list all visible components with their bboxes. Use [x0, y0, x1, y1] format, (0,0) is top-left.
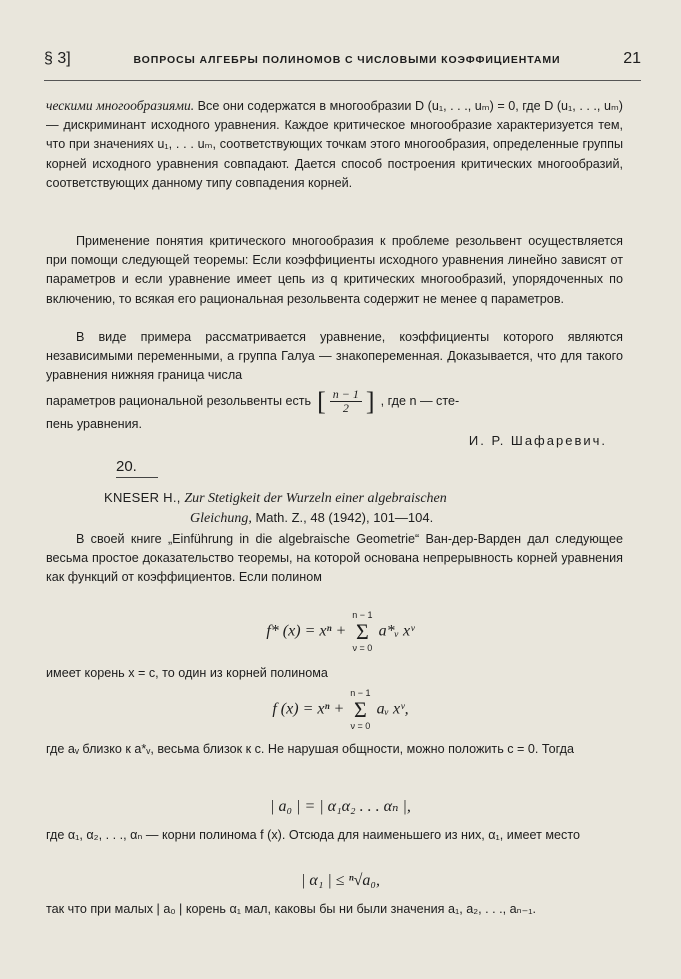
- paragraph-3-text-c: , где n — сте-: [380, 393, 460, 408]
- paragraph-7-text: где α₁, α₂, . . ., αₙ — корни полинома f (x). Отсюда для наименьшего из них, α₁, имеет место: [46, 828, 580, 842]
- fraction-numerator: n − 1: [330, 388, 362, 402]
- signature: И. Р. Шафаревич.: [468, 433, 607, 448]
- paragraph-7: [46, 826, 623, 845]
- paragraph-3-text-d: пень уравнения.: [46, 416, 142, 431]
- paragraph-1: [46, 96, 623, 193]
- formula-1-lhs: f* (x) = xⁿ +: [266, 622, 347, 640]
- reference-journal: Math. Z., 48 (1942), 101—104.: [255, 510, 434, 525]
- sum-symbol: n − 1 Σ ν = 0: [352, 610, 373, 653]
- paragraph-5-text: имеет корень x = c, то один из корней полинома: [46, 666, 328, 680]
- formula-2-term: aᵥ xᵛ,: [376, 700, 409, 718]
- formula-3: | a₀ | = | α₁α₂ . . . αₙ |,: [270, 798, 411, 815]
- reference-authors: KNESER H.,: [104, 490, 181, 505]
- formula-2-lhs: f (x) = xⁿ +: [272, 700, 345, 718]
- formula-1: [0, 610, 681, 654]
- paragraph-5: [46, 664, 623, 683]
- formula-2: [0, 688, 681, 732]
- sum-symbol: n − 1 Σ ν = 0: [350, 688, 371, 731]
- formula-1-term: a*ᵥ xᵛ: [378, 622, 415, 640]
- paragraph-4: [46, 530, 623, 588]
- paragraph-4-text: В своей книге „Einführung in die algebraische Geometrie“ Ван-дер-Варден дал следующее весьма простое доказательство теоремы, на которой основана непрерывность корней уравнения как функций от коэффициентов. Если полином: [46, 532, 623, 585]
- paragraph-2: [46, 232, 623, 309]
- paragraph-8: [46, 900, 623, 919]
- italic-lead: ческими многообразиями.: [46, 98, 195, 113]
- paragraph-6: [46, 740, 623, 759]
- bracket-fraction: [ $\frac{n - 1}{2}$ ]: [317, 386, 375, 416]
- paragraph-3: [46, 328, 623, 434]
- fraction-denominator: 2: [342, 400, 349, 415]
- header-title: ВОПРОСЫ АЛГЕБРЫ ПОЛИНОМОВ С ЧИСЛОВЫМИ КОЭФФИЦИЕНТАМИ: [133, 54, 561, 66]
- paragraph-3-text-b: параметров рациональной резольвенты есть: [46, 393, 312, 408]
- paragraph-2-text: Применение понятия критического многообразия к проблеме резольвент осуществляется при помощи следующей теоремы: Если коэффициенты исходного уравнения линейно зависят от параметров и если уравнение имеет цепь из q критических многообразий, упорядоченных по включению, то всякая его рациональная резольвента содержит не менее q параметров.: [46, 234, 623, 306]
- section-marker: § 3]: [44, 50, 71, 67]
- running-header: [44, 50, 641, 81]
- reference-title-1: Zur Stetigkeit der Wurzeln einer algebraischen: [184, 491, 447, 506]
- paragraph-8-text: так что при малых | a₀ | корень α₁ мал, каковы бы ни были значения a₁, a₂, . . ., aₙ₋₁.: [46, 902, 537, 916]
- paragraph-1-text: Все они содержатся в многообразии D (u₁, . . ., uₘ) = 0, где D (u₁, . . ., uₘ) — дискриминант исходного уравнения. Каждое критическое многообразие характеризуется тем, что при значениях u₁, . . . uₘ, соответствующих точкам этого многообразия, определенные группы корней исходного уравнения совпадают. Дается способ построения критических многообразий, соответствующих данному типу совпадения корней.: [46, 99, 624, 190]
- formula-4: | α₁ | ≤ ⁿ√a₀,: [301, 872, 380, 889]
- item-number: 20.: [116, 458, 158, 478]
- bibliographic-reference: [104, 488, 611, 528]
- page-number: 21: [623, 50, 641, 67]
- paragraph-3-text-a: В виде примера рассматривается уравнение, коэффициенты которого являются независимыми переменными, а группа Галуа — знакопеременная. Доказывается, что для такого уравнения нижняя граница числа: [46, 330, 623, 383]
- reference-title-2: Gleichung,: [190, 511, 252, 526]
- paragraph-6-text: где aᵥ близко к a*ᵥ, весьма близок к c. Не нарушая общности, можно положить c = 0. Тогда: [46, 742, 575, 756]
